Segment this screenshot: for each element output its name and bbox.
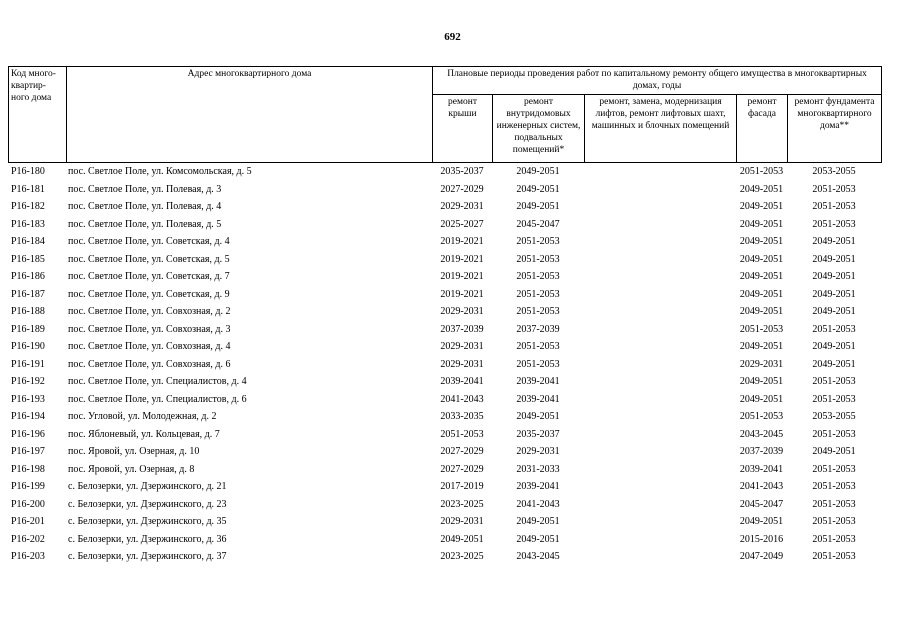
cell-foundation: 2049-2051 (812, 306, 856, 317)
cell-address: пос. Светлое Поле, ул. Полевая, д. 4 (68, 201, 222, 212)
cell-elevators (584, 548, 736, 566)
cell-address: с. Белозерки, ул. Дзержинского, д. 36 (68, 533, 227, 545)
cell-elevators (584, 443, 736, 461)
table-row (8, 268, 881, 286)
cell-code: Р16-180 (11, 166, 45, 177)
cell-roof: 2027-2029 (440, 463, 484, 475)
table-row (8, 426, 881, 444)
cell-systems: 2051-2053 (516, 306, 560, 317)
cell-roof: 2029-2031 (440, 341, 484, 352)
page-number: 692 (444, 31, 461, 43)
cell-roof: 2049-2051 (440, 533, 484, 545)
cell-foundation: 2053-2055 (812, 411, 856, 422)
cell-systems: 2039-2041 (516, 376, 560, 387)
cell-systems: 2051-2053 (516, 236, 560, 247)
cell-foundation: 2051-2053 (812, 498, 856, 510)
cell-elevators (584, 338, 736, 356)
cell-facade: 2037-2039 (739, 446, 784, 457)
cell-code: Р16-196 (11, 428, 45, 440)
cell-code: Р16-186 (11, 271, 45, 282)
cell-elevators (584, 321, 736, 339)
cell-facade: 2045-2047 (739, 498, 784, 510)
cell-roof: 2019-2021 (440, 271, 484, 282)
table-row (8, 233, 881, 251)
cell-roof: 2037-2039 (440, 323, 484, 335)
cell-systems: 2049-2051 (516, 201, 560, 212)
cell-address: пос. Светлое Поле, ул. Советская, д. 4 (68, 236, 230, 247)
cell-address: с. Белозерки, ул. Дзержинского, д. 23 (68, 498, 227, 510)
cell-foundation: 2051-2053 (812, 376, 856, 387)
header-roof: ремонт крыши (433, 95, 493, 163)
cell-foundation: 2051-2053 (812, 428, 856, 440)
cell-systems: 2051-2053 (516, 271, 560, 282)
cell-address: с. Белозерки, ул. Дзержинского, д. 37 (68, 551, 227, 562)
cell-foundation: 2051-2053 (812, 481, 856, 492)
cell-code: Р16-189 (11, 323, 45, 335)
cell-roof: 2017-2019 (440, 481, 484, 492)
cell-roof: 2029-2031 (440, 516, 484, 527)
cell-systems: 2043-2045 (516, 551, 560, 562)
cell-roof: 2019-2021 (440, 288, 484, 300)
cell-facade: 2049-2051 (739, 306, 784, 317)
cell-address: пос. Светлое Поле, ул. Совхозная, д. 4 (68, 341, 231, 352)
cell-facade: 2039-2041 (739, 463, 784, 475)
cell-systems: 2051-2053 (516, 358, 560, 370)
cell-address: пос. Светлое Поле, ул. Совхозная, д. 3 (68, 323, 231, 335)
cell-facade: 2051-2053 (739, 166, 784, 177)
cell-elevators (584, 268, 736, 286)
cell-code: Р16-203 (11, 551, 45, 562)
cell-foundation: 2049-2051 (812, 358, 856, 370)
cell-facade: 2015-2016 (739, 533, 784, 545)
header-address: Адрес многоквартирного дома (67, 67, 433, 163)
cell-foundation: 2051-2053 (812, 183, 856, 195)
cell-foundation: 2049-2051 (812, 271, 856, 282)
cell-code: Р16-188 (11, 306, 45, 317)
table-row (8, 531, 881, 549)
cell-facade: 2051-2053 (739, 323, 784, 335)
cell-address: пос. Угловой, ул. Молодежная, д. 2 (68, 411, 217, 422)
cell-code: Р16-191 (11, 358, 45, 370)
cell-elevators (584, 356, 736, 374)
cell-foundation: 2051-2053 (812, 463, 856, 475)
cell-roof: 2039-2041 (440, 376, 484, 387)
table-row (8, 443, 881, 461)
cell-foundation: 2049-2051 (812, 341, 856, 352)
cell-address: пос. Светлое Поле, ул. Советская, д. 5 (68, 253, 230, 265)
table-body (8, 163, 881, 566)
cell-address: пос. Светлое Поле, ул. Советская, д. 7 (68, 271, 230, 282)
cell-roof: 2033-2035 (440, 411, 484, 422)
cell-roof: 2019-2021 (440, 236, 484, 247)
table-row (8, 373, 881, 391)
cell-roof: 2029-2031 (440, 306, 484, 317)
table-row (8, 321, 881, 339)
cell-systems: 2041-2043 (516, 498, 560, 510)
cell-facade: 2049-2051 (739, 341, 784, 352)
table-row (8, 461, 881, 479)
cell-elevators (584, 513, 736, 531)
cell-systems: 2051-2053 (516, 288, 560, 300)
cell-systems: 2039-2041 (516, 393, 560, 405)
cell-facade: 2051-2053 (739, 411, 784, 422)
cell-elevators (584, 233, 736, 251)
cell-elevators (584, 408, 736, 426)
cell-elevators (584, 181, 736, 199)
cell-code: Р16-182 (11, 201, 45, 212)
cell-code: Р16-198 (11, 463, 45, 475)
cell-code: Р16-202 (11, 533, 45, 545)
cell-address: пос. Светлое Поле, ул. Специалистов, д. 6 (68, 393, 247, 405)
cell-roof: 2029-2031 (440, 201, 484, 212)
cell-code: Р16-181 (11, 183, 45, 195)
cell-code: Р16-197 (11, 446, 45, 457)
cell-systems: 2045-2047 (516, 218, 560, 230)
cell-facade: 2049-2051 (739, 376, 784, 387)
cell-code: Р16-183 (11, 218, 45, 230)
cell-systems: 2031-2033 (516, 463, 560, 475)
table-row (8, 181, 881, 199)
cell-foundation: 2051-2053 (812, 551, 856, 562)
cell-address: пос. Светлое Поле, ул. Специалистов, д. 4 (68, 376, 247, 387)
table-row (8, 391, 881, 409)
cell-facade: 2049-2051 (739, 393, 784, 405)
cell-foundation: 2049-2051 (812, 288, 856, 300)
cell-address: пос. Светлое Поле, ул. Полевая, д. 3 (68, 183, 222, 195)
cell-foundation: 2051-2053 (812, 533, 856, 545)
cell-address: пос. Яровой, ул. Озерная, д. 10 (68, 446, 200, 457)
cell-facade: 2049-2051 (739, 288, 784, 300)
cell-systems: 2039-2041 (516, 481, 560, 492)
cell-address: пос. Светлое Поле, ул. Полевая, д. 5 (68, 218, 222, 230)
cell-elevators (584, 496, 736, 514)
cell-foundation: 2049-2051 (812, 446, 856, 457)
cell-code: Р16-190 (11, 341, 45, 352)
cell-address: пос. Светлое Поле, ул. Совхозная, д. 6 (68, 358, 231, 370)
cell-code: Р16-185 (11, 253, 45, 265)
cell-code: Р16-199 (11, 481, 45, 492)
table-row (8, 303, 881, 321)
cell-systems: 2049-2051 (516, 183, 560, 195)
cell-elevators (584, 286, 736, 304)
cell-facade: 2043-2045 (739, 428, 784, 440)
header-code: Код много-квартир-ного дома (9, 67, 67, 163)
cell-address: пос. Светлое Поле, ул. Комсомольская, д. 5 (68, 166, 252, 177)
cell-facade: 2049-2051 (739, 236, 784, 247)
cell-facade: 2047-2049 (739, 551, 784, 562)
cell-facade: 2049-2051 (739, 253, 784, 265)
cell-roof: 2023-2025 (440, 551, 484, 562)
cell-code: Р16-192 (11, 376, 45, 387)
table-header (8, 66, 882, 163)
cell-address: пос. Яровой, ул. Озерная, д. 8 (68, 463, 195, 475)
cell-elevators (584, 531, 736, 549)
table-row (8, 198, 881, 216)
cell-address: с. Белозерки, ул. Дзержинского, д. 21 (68, 481, 227, 492)
cell-systems: 2049-2051 (516, 166, 560, 177)
cell-foundation: 2051-2053 (812, 218, 856, 230)
cell-systems: 2037-2039 (516, 323, 560, 335)
table-row (8, 356, 881, 374)
cell-address: пос. Светлое Поле, ул. Советская, д. 9 (68, 288, 230, 300)
cell-address: пос. Яблоневый, ул. Кольцевая, д. 7 (68, 428, 220, 440)
cell-roof: 2019-2021 (440, 253, 484, 265)
cell-foundation: 2051-2053 (812, 393, 856, 405)
cell-roof: 2027-2029 (440, 446, 484, 457)
cell-elevators (584, 163, 736, 181)
table-row (8, 548, 881, 566)
table-row (8, 251, 881, 269)
cell-facade: 2049-2051 (739, 201, 784, 212)
cell-address: пос. Светлое Поле, ул. Совхозная, д. 2 (68, 306, 231, 317)
cell-foundation: 2049-2051 (812, 253, 856, 265)
cell-roof: 2051-2053 (440, 428, 484, 440)
cell-foundation: 2051-2053 (812, 516, 856, 527)
cell-roof: 2025-2027 (440, 218, 484, 230)
cell-elevators (584, 426, 736, 444)
cell-facade: 2049-2051 (739, 271, 784, 282)
cell-systems: 2049-2051 (516, 533, 560, 545)
cell-address: с. Белозерки, ул. Дзержинского, д. 35 (68, 516, 227, 527)
table-row (8, 496, 881, 514)
header-foundation: ремонт фундамента многоквартирного дома** (788, 95, 882, 163)
cell-code: Р16-193 (11, 393, 45, 405)
cell-facade: 2049-2051 (739, 183, 784, 195)
cell-elevators (584, 198, 736, 216)
cell-foundation: 2051-2053 (812, 323, 856, 335)
header-periods-title: Плановые периоды проведения работ по капитальному ремонту общего имущества в многоквартирных домах, годы (433, 67, 882, 95)
cell-foundation: 2049-2051 (812, 236, 856, 247)
cell-roof: 2041-2043 (440, 393, 484, 405)
cell-code: Р16-200 (11, 498, 45, 510)
table-row (8, 513, 881, 531)
cell-code: Р16-201 (11, 516, 45, 527)
cell-elevators (584, 251, 736, 269)
cell-roof: 2027-2029 (440, 183, 484, 195)
table-row (8, 338, 881, 356)
cell-foundation: 2051-2053 (812, 201, 856, 212)
cell-elevators (584, 478, 736, 496)
cell-systems: 2035-2037 (516, 428, 560, 440)
header-elevators: ремонт, замена, модернизация лифтов, ремонт лифтовых шахт, машинных и блочных помещений (585, 95, 737, 163)
cell-facade: 2041-2043 (739, 481, 784, 492)
cell-roof: 2035-2037 (440, 166, 484, 177)
table-row (8, 478, 881, 496)
cell-code: Р16-194 (11, 411, 45, 422)
table-row (8, 163, 881, 181)
cell-elevators (584, 303, 736, 321)
table-row (8, 408, 881, 426)
cell-systems: 2051-2053 (516, 253, 560, 265)
cell-roof: 2023-2025 (440, 498, 484, 510)
cell-facade: 2049-2051 (739, 516, 784, 527)
cell-elevators (584, 461, 736, 479)
cell-code: Р16-187 (11, 288, 45, 300)
cell-systems: 2051-2053 (516, 341, 560, 352)
cell-elevators (584, 391, 736, 409)
header-facade: ремонт фасада (737, 95, 788, 163)
cell-systems: 2049-2051 (516, 411, 560, 422)
cell-roof: 2029-2031 (440, 358, 484, 370)
cell-facade: 2029-2031 (739, 358, 784, 370)
table-row (8, 216, 881, 234)
cell-foundation: 2053-2055 (812, 166, 856, 177)
table-row (8, 286, 881, 304)
header-systems: ремонт внутридомовых инженерных систем, подвальных помещений* (493, 95, 585, 163)
cell-elevators (584, 216, 736, 234)
cell-systems: 2049-2051 (516, 516, 560, 527)
cell-elevators (584, 373, 736, 391)
cell-facade: 2049-2051 (739, 218, 784, 230)
cell-systems: 2029-2031 (516, 446, 560, 457)
cell-code: Р16-184 (11, 236, 45, 247)
data-table (8, 163, 881, 566)
